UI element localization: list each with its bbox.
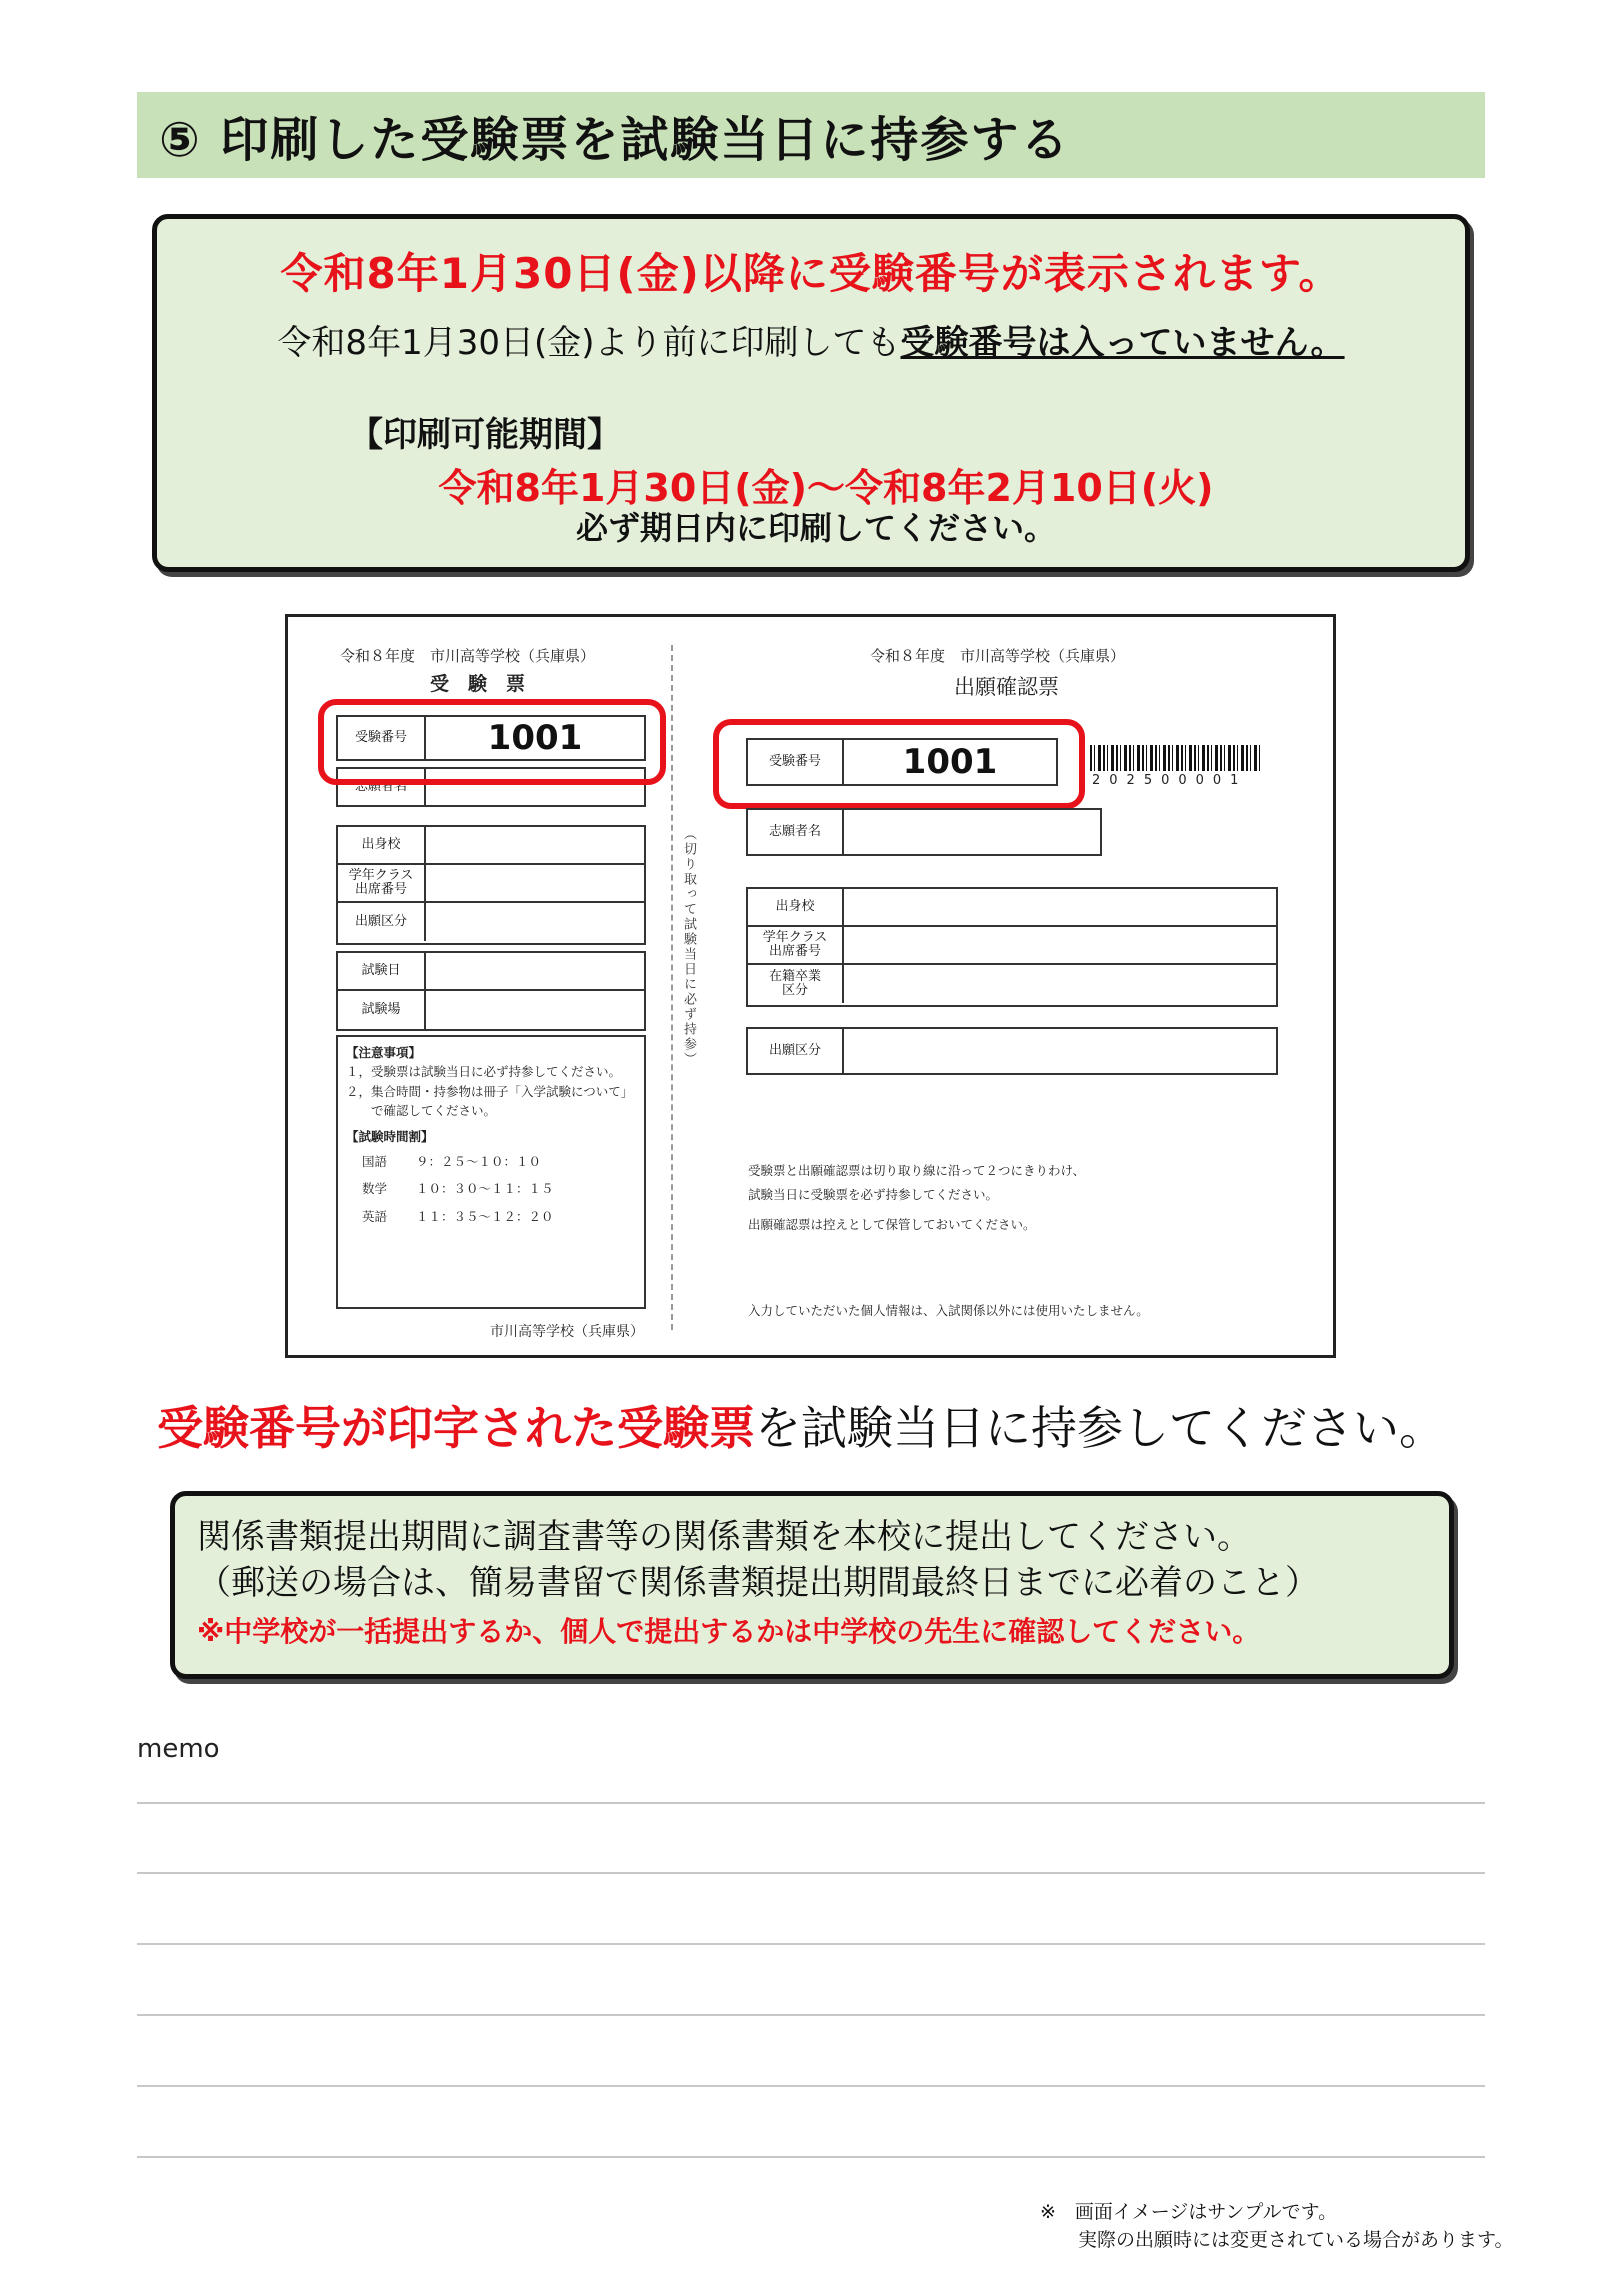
section-title: ⑤ 印刷した受験票を試験当日に持参する xyxy=(159,111,1071,168)
print-before-prefix: 令和8年1月30日(金)より前に印刷しても xyxy=(277,323,901,363)
right-privacy-note: 入力していただいた個人情報は、入試関係以外には使用いたしません。 xyxy=(748,1303,1149,1318)
left-schedule-title: 【試験時間割】 xyxy=(346,1128,434,1144)
right-name-table xyxy=(746,808,1102,856)
schedule-row: 英語 １１：３５～１２：２０ xyxy=(362,1208,554,1224)
right-school-name: 令和８年度 市川高等学校（兵庫県） xyxy=(870,647,1126,665)
memo-line xyxy=(137,1943,1485,1945)
schedule-row: 国語 ９：２５～１０：１０ xyxy=(362,1153,542,1169)
print-info-box xyxy=(152,214,1470,572)
ticket-sample xyxy=(285,614,1336,1358)
right-highlight-frame xyxy=(713,719,1085,809)
left-field-label: 学年クラス 出席番号 xyxy=(338,865,426,901)
left-notes: １，受験票は試験当日に必ず持参してください。 ２，集合時間・持参物は冊子「入学試験について」 で確認してください。 xyxy=(346,1064,634,1119)
cut-instruction: （切り取って試験当日に必ず持参） xyxy=(681,827,696,1067)
bring-ticket-message xyxy=(157,1392,1445,1458)
section-header xyxy=(137,92,1485,178)
left-highlight-frame xyxy=(318,699,666,785)
memo-line xyxy=(137,2014,1485,2016)
right-ticket-title: 出願確認票 xyxy=(954,675,1059,699)
print-before-notice xyxy=(157,315,1465,364)
right-category-label: 出願区分 xyxy=(748,1029,844,1073)
documents-warning: ※中学校が一括提出するか、個人で提出するかは中学校の先生に確認してください。 xyxy=(197,1615,1261,1648)
right-field-label: 学年クラス 出席番号 xyxy=(748,927,844,963)
right-field-label: 在籍卒業 区分 xyxy=(748,965,844,1003)
memo-line xyxy=(137,2156,1485,2158)
left-footer: 市川高等学校（兵庫県） xyxy=(490,1324,644,1340)
left-school-table xyxy=(336,825,646,945)
documents-line2: （郵送の場合は、簡易書留で関係書類提出期間最終日までに必着のこと） xyxy=(197,1563,1319,1603)
right-note: 試験当日に受験票を必ず持参してください。 xyxy=(748,1187,999,1202)
left-field-label: 試験日 xyxy=(338,953,426,989)
right-note: 出願確認票は控えとして保管しておいてください。 xyxy=(748,1217,1036,1232)
memo-label: memo xyxy=(137,1734,220,1764)
right-name-label: 志願者名 xyxy=(748,810,844,854)
left-field-label: 出願区分 xyxy=(338,903,426,941)
bring-emphasis: 受験番号が印字された受験票 xyxy=(157,1401,755,1455)
left-notes-title: 【注意事項】 xyxy=(346,1045,422,1060)
left-ticket-title: 受 験 票 xyxy=(430,673,526,695)
schedule-row: 数学 １０：３０～１１：１５ xyxy=(362,1181,554,1197)
right-exam-number-label: 受験番号 xyxy=(748,740,844,784)
right-field-label: 出身校 xyxy=(748,889,844,925)
cut-line xyxy=(671,645,673,1330)
footnote xyxy=(1040,2198,1513,2254)
right-category-table xyxy=(746,1027,1278,1075)
print-period-note: 必ず期日内に印刷してください。 xyxy=(575,509,1056,547)
print-period: 令和8年1月30日(金)～令和8年2月10日(火) xyxy=(438,466,1214,510)
memo-line xyxy=(137,1802,1485,1804)
footnote-line2: 実際の出願時には変更されている場合があります。 xyxy=(1040,2229,1514,2251)
print-before-emphasis: 受験番号は入っていません。 xyxy=(900,323,1345,363)
right-note: 受験票と出願確認票は切り取り線に沿って２つにきりわけ、 xyxy=(748,1163,1086,1178)
footnote-line1: ※ 画面イメージはサンプルです。 xyxy=(1040,2201,1338,2223)
left-exam-number: 1001 xyxy=(487,718,583,758)
memo-line xyxy=(137,1872,1485,1874)
barcode-number: 202500001 xyxy=(1092,773,1248,788)
documents-box xyxy=(170,1491,1454,1679)
documents-line1: 関係書類提出期間に調査書等の関係書類を本校に提出してください。 xyxy=(197,1517,1251,1557)
left-notes-box xyxy=(336,1035,646,1309)
print-period-title: 【印刷可能期間】 xyxy=(349,415,621,455)
left-school-name: 令和８年度 市川高等学校（兵庫県） xyxy=(340,647,596,665)
exam-number-notice: 令和8年1月30日(金)以降に受験番号が表示されます。 xyxy=(280,249,1342,298)
barcode xyxy=(1090,745,1260,771)
left-field-label: 出身校 xyxy=(338,827,426,863)
left-date-table xyxy=(336,951,646,1031)
left-name-label: 志願者名 xyxy=(338,769,426,805)
memo-line xyxy=(137,2085,1485,2087)
right-school-table xyxy=(746,887,1278,1007)
left-field-label: 試験場 xyxy=(338,991,426,1029)
bring-rest: を試験当日に持参してください。 xyxy=(755,1401,1445,1455)
right-exam-number: 1001 xyxy=(902,742,998,782)
left-exam-number-label: 受験番号 xyxy=(338,717,426,759)
